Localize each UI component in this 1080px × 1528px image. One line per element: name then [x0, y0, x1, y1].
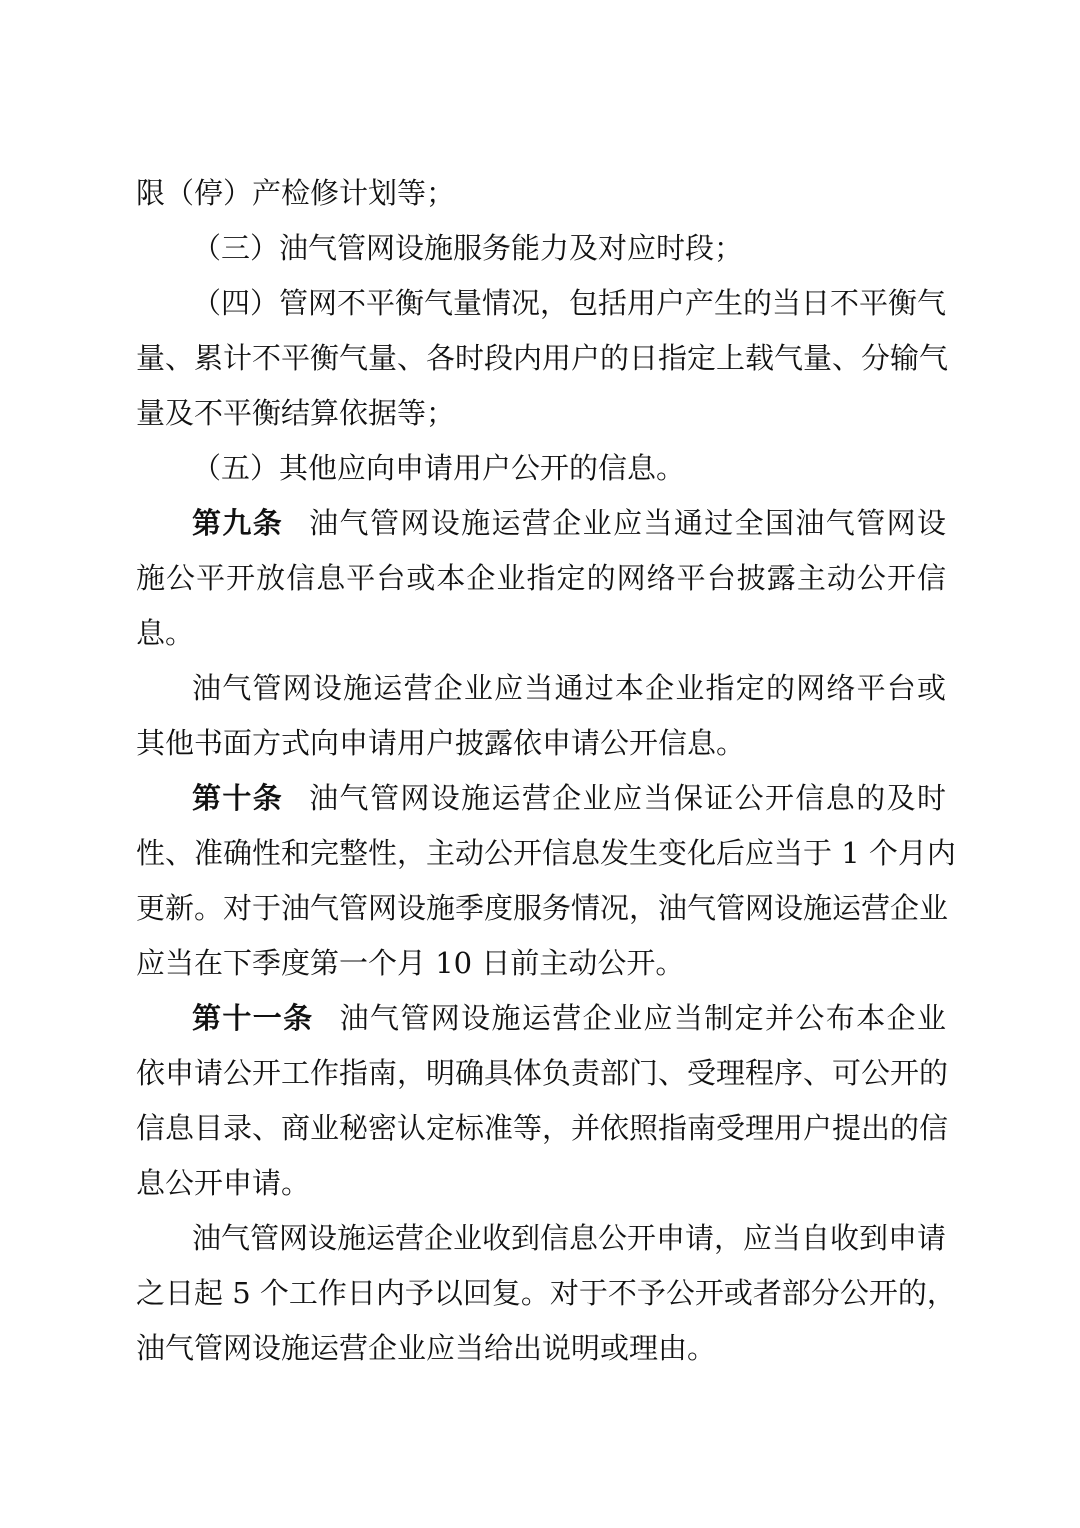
text-line: 依申请公开工作指南，明确具体负责部门、受理程序、可公开的 [136, 1056, 949, 1090]
text-line: 油气管网设施运营企业收到信息公开申请，应当自收到申请 [192, 1221, 947, 1255]
article-11-heading: 第十一条 [192, 1001, 314, 1035]
text-line: 更新。对于油气管网设施季度服务情况，油气管网设施运营企业 [136, 891, 949, 925]
text-line: （四）管网不平衡气量情况，包括用户产生的当日不平衡气 [192, 286, 947, 320]
article-9-heading: 第九条 [192, 506, 284, 540]
text-line: 量及不平衡结算依据等； [136, 396, 456, 430]
text-line: 之日起 5 个工作日内予以回复。对于不予公开或者部分公开的， [136, 1276, 956, 1310]
text-line: 限（停）产检修计划等； [136, 176, 456, 210]
text-line: 油气管网设施运营企业应当给出说明或理由。 [136, 1331, 717, 1365]
article-10-heading: 第十条 [192, 781, 284, 815]
text-line: 应当在下季度第一个月 10 日前主动公开。 [136, 946, 685, 980]
text-line: 信息目录、商业秘密认定标准等，并依照指南受理用户提出的信 [136, 1111, 949, 1145]
text-line: （三）油气管网设施服务能力及对应时段； [192, 231, 744, 265]
text-line: 息。 [136, 616, 195, 650]
article-10-line: 第十条 油气管网设施运营企业应当保证公开信息的及时 [192, 781, 946, 815]
article-11-line: 第十一条 油气管网设施运营企业应当制定并公布本企业 [192, 1001, 946, 1035]
text-line: 油气管网设施运营企业应当通过本企业指定的网络平台或 [192, 671, 946, 705]
text-line: 施公平开放信息平台或本企业指定的网络平台披露主动公开信 [136, 561, 946, 595]
text-line: 量、累计不平衡气量、各时段内用户的日指定上载气量、分输气 [136, 341, 949, 375]
text-line: （五）其他应向申请用户公开的信息。 [192, 451, 686, 485]
text-line: 息公开申请。 [136, 1166, 311, 1200]
text-line: 性、准确性和完整性，主动公开信息发生变化后应当于 1 个月内 [136, 836, 956, 870]
text-line: 其他书面方式向申请用户披露依申请公开信息。 [136, 726, 746, 760]
article-9-line: 第九条 油气管网设施运营企业应当通过全国油气管网设 [192, 506, 946, 540]
